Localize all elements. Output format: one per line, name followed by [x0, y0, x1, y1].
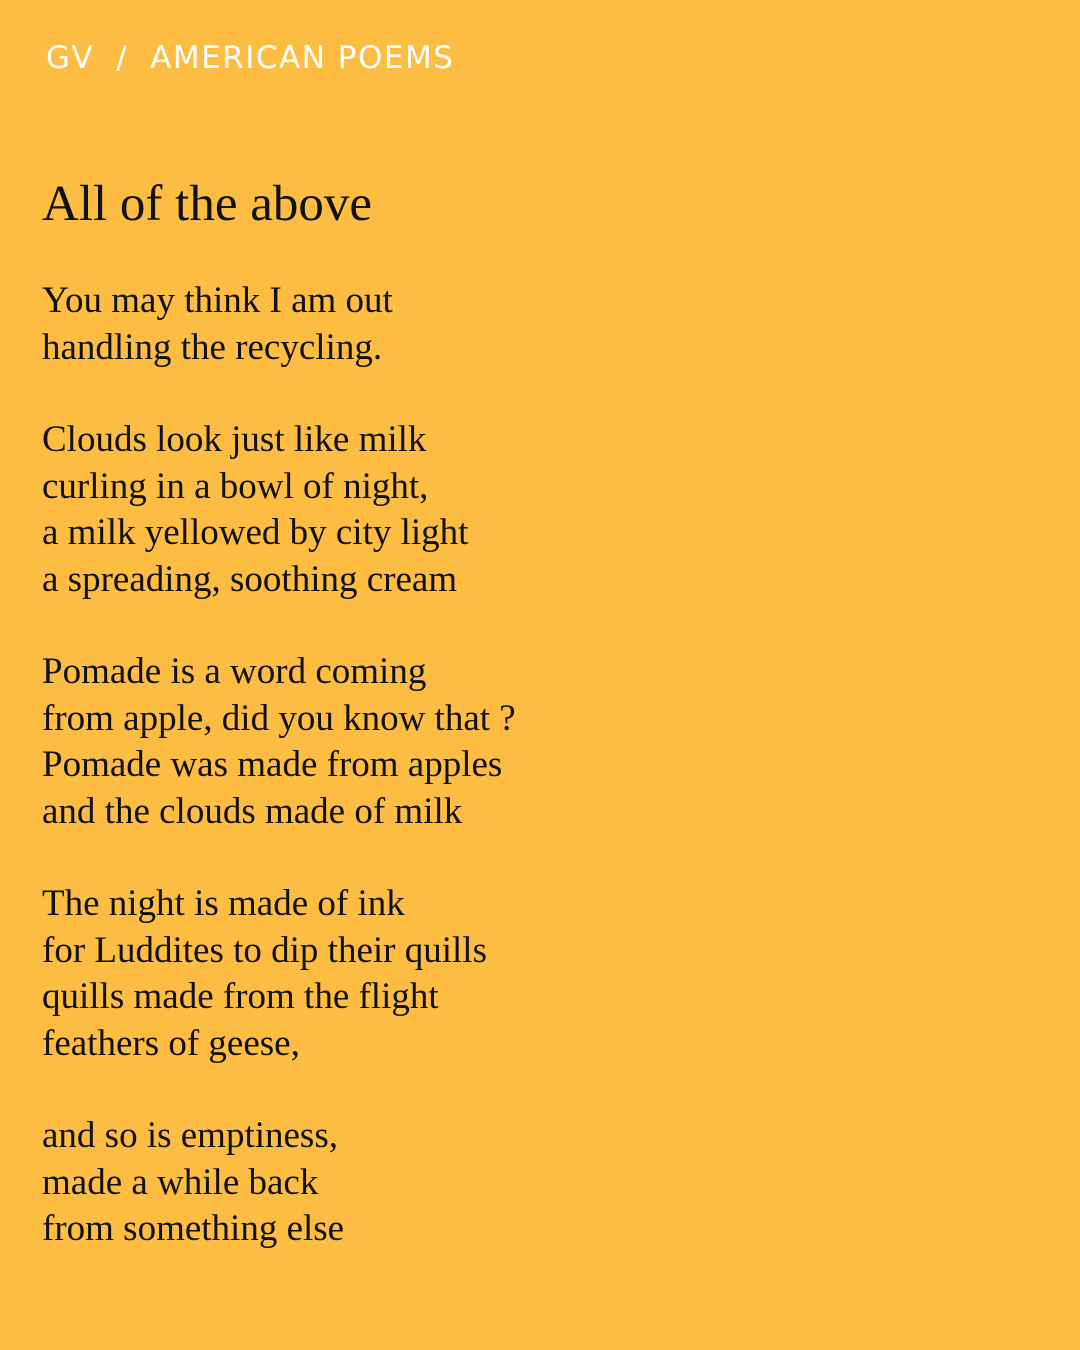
poem-line: for Luddites to dip their quills	[42, 929, 487, 971]
poem-line: You may think I am out	[42, 280, 393, 321]
poem-line: from apple, did you know that ?	[42, 697, 516, 739]
poem-title: All of the above	[42, 176, 372, 232]
poem-line: feathers of geese,	[42, 1022, 300, 1064]
brand-label[interactable]: GV	[46, 40, 95, 76]
stanza-1	[42, 278, 516, 371]
poem-line: The night is made of ink	[42, 883, 405, 924]
poem-line: a milk yellowed by city light	[42, 512, 469, 553]
poem-line: Clouds look just like milk	[42, 419, 427, 460]
poem-line: and the clouds made of milk	[42, 790, 463, 832]
stanza-5	[42, 1113, 516, 1253]
stanza-2	[42, 417, 516, 603]
poem-line: made a while back	[42, 1161, 319, 1203]
poem-line: Pomade is a word coming	[42, 651, 427, 692]
poem-line: and so is emptiness,	[42, 1115, 338, 1156]
breadcrumb-separator: /	[116, 40, 129, 76]
section-label[interactable]: AMERICAN POEMS	[150, 40, 455, 76]
stanza-3	[42, 649, 516, 835]
poem-line: curling in a bowl of night,	[42, 465, 429, 507]
poem-line: a spreading, soothing cream	[42, 558, 458, 600]
poem-line: quills made from the flight	[42, 976, 439, 1017]
breadcrumb	[46, 38, 454, 78]
poem-line: handling the recycling.	[42, 326, 383, 368]
poem-line: from something else	[42, 1208, 345, 1249]
poem-body	[42, 278, 516, 1299]
poem-line: Pomade was made from apples	[42, 744, 503, 785]
stanza-4	[42, 881, 516, 1067]
